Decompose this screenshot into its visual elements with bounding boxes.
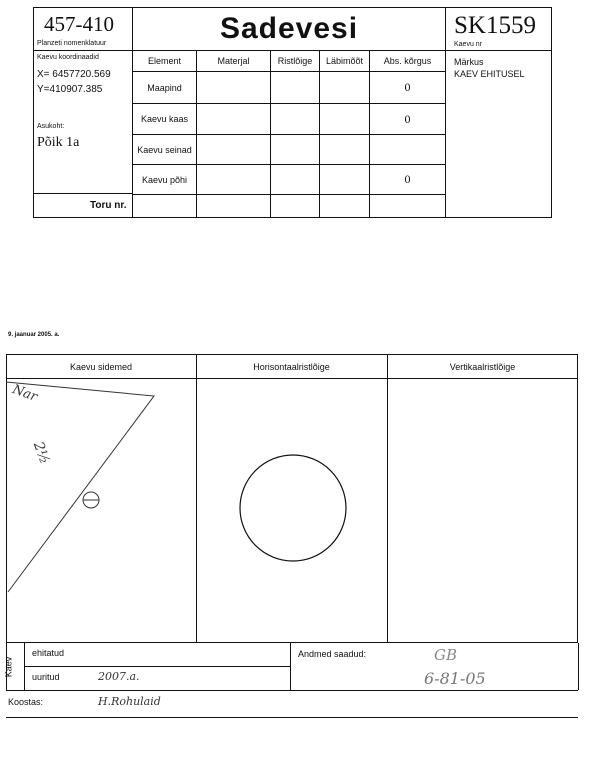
kaevu-nr-box (445, 7, 552, 51)
toru-cell (132, 194, 197, 218)
row-abs-value: 0 (369, 164, 446, 195)
uuritud-value: 2007.a. (98, 670, 140, 683)
row-cell (270, 103, 320, 135)
side-note: 2½ (29, 439, 53, 467)
manhole-circle (240, 455, 346, 561)
street-outline (6, 382, 154, 592)
col-header-ristloige: Ristlõige (270, 50, 320, 72)
andmed-divider (290, 643, 291, 690)
row-element: Kaevu põhi (132, 164, 197, 195)
coordinate-y: Y=410907.385 (37, 84, 103, 95)
toru-cell (196, 194, 271, 218)
row-abs-value (369, 134, 446, 165)
row-cell (319, 71, 370, 104)
toru-cell (369, 194, 446, 218)
nomenklatuur-value: 457-410 (44, 12, 114, 36)
col-header-abs-korgus: Abs. kõrgus (369, 50, 446, 72)
row-cell (319, 103, 370, 135)
kaevu-nr-label: Kaevu nr (454, 41, 483, 48)
print-date: 9. jaanuar 2005. a. (8, 332, 60, 338)
bottom-right-border (578, 643, 579, 690)
row-element: Maapind (132, 71, 197, 104)
andmed-name: GB (434, 646, 458, 664)
toru-cell (270, 194, 320, 218)
panel-title-sidemed: Kaevu sidemed (69, 362, 133, 372)
row-cell (270, 134, 320, 165)
panel-title-horisontaal: Horisontaalristlõige (253, 362, 330, 372)
row-element: Kaevu seinad (132, 134, 197, 165)
panel-title-vertikaal: Vertikaalristlõige (449, 362, 516, 372)
row-abs-value: 0 (369, 71, 446, 104)
uuritud-label: uuritud (32, 672, 60, 682)
kaevu-nr-value: SK1559 (454, 12, 536, 39)
andmed-date: 6-81-05 (424, 669, 486, 688)
andmed-label: Andmed saadud: (298, 649, 367, 659)
row-cell (196, 71, 271, 104)
kaev-label: Kaev (3, 656, 14, 678)
row-cell (270, 164, 320, 195)
panel-divider (387, 354, 388, 643)
asukoht-value: Põik 1a (37, 135, 80, 150)
row-element: Kaevu kaas (132, 103, 197, 135)
koostas-underline (6, 717, 578, 718)
asukoht-label: Asukoht: (37, 123, 65, 130)
title-box (132, 7, 446, 51)
location-sketch (6, 378, 196, 642)
ehitatud-label: ehitatud (32, 648, 65, 658)
page-title: Sadevesi (219, 12, 359, 45)
toru-cell (319, 194, 370, 218)
row-cell (196, 103, 271, 135)
col-header-element: Element (132, 50, 197, 72)
ehitatud-divider (24, 666, 290, 667)
koostas-label: Koostas: (8, 697, 44, 707)
markus-column (445, 50, 552, 218)
row-cell (270, 71, 320, 104)
coordinates-label: Kaevu koordinaadid (37, 54, 99, 61)
row-abs-value: 0 (369, 103, 446, 135)
col-header-materjal: Materjal (196, 50, 271, 72)
street-note: Nar (10, 382, 40, 405)
koostas-value: H.Rohulaid (98, 695, 161, 708)
nomenklatuur-box (33, 7, 133, 51)
nomenklatuur-label: Planzeti nomenklatuur (37, 40, 107, 47)
col-header-labimoot: Läbimõõt (319, 50, 370, 72)
coordinates-box (33, 50, 133, 194)
toru-label: Toru nr. (90, 200, 127, 211)
row-cell (196, 134, 271, 165)
row-cell (319, 164, 370, 195)
horizontal-section-drawing (196, 378, 387, 642)
markus-note: KAEV EHITUSEL (454, 69, 525, 79)
bottom-divider (6, 690, 578, 691)
coordinate-x: X= 6457720.569 (37, 69, 111, 80)
row-cell (196, 164, 271, 195)
row-cell (319, 134, 370, 165)
markus-header: Märkus (454, 57, 484, 67)
